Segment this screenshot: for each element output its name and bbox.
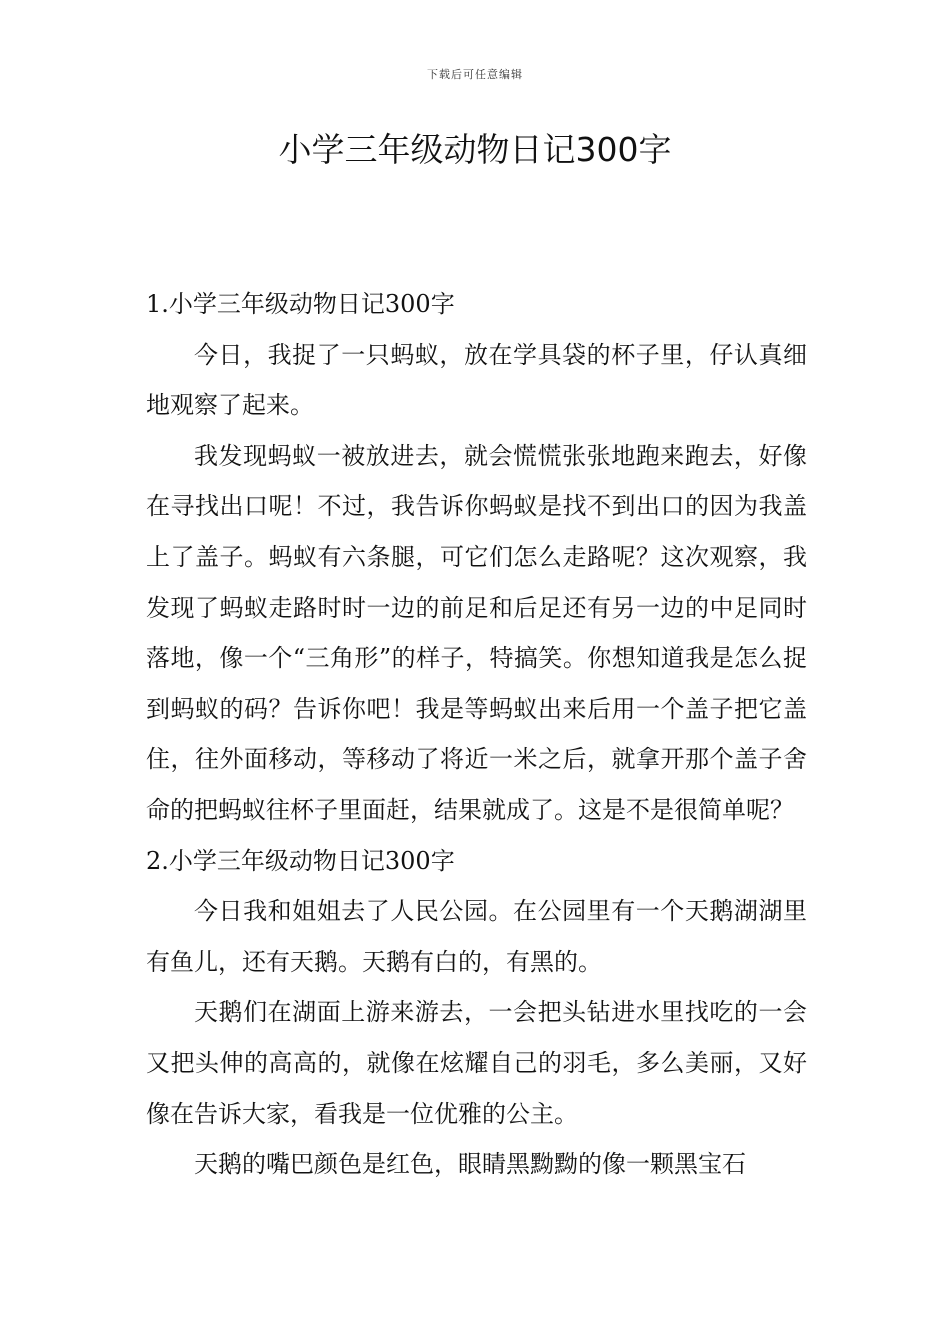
- paragraph: 今日我和姐姐去了人民公园。在公园里有一个天鹅湖湖里有鱼儿，还有天鹅。天鹅有白的，有黑的。: [146, 897, 807, 976]
- diary-section-1: [146, 279, 807, 836]
- document-body: [146, 279, 807, 1190]
- paragraph: 我发现蚂蚁一被放进去，就会慌慌张张地跑来跑去，好像在寻找出口呢！不过，我告诉你蚂蚁是找不到出口的因为我盖上了盖子。蚂蚁有六条腿，可它们怎么走路呢？这次观察，我发现了蚂蚁走路时时一边的前足和后足还有另一边的中足同时落地，像一个“三角形”的样子，特搞笑。你想知道我是怎么捉到蚂蚁的码？告诉你吧！我是等蚂蚁出来后用一个盖子把它盖住，往外面移动，等移动了将近一米之后，就拿开那个盖子舍命的把蚂蚁往杯子里面赶，结果就成了。这是不是很简单呢？: [146, 441, 807, 824]
- paragraph: 天鹅的嘴巴颜色是红色，眼睛黑黝黝的像一颗黑宝石: [194, 1150, 746, 1179]
- paragraph: 今日，我捉了一只蚂蚁，放在学具袋的杯子里，仔认真细地观察了起来。: [146, 340, 807, 420]
- paragraph: 天鹅们在湖面上游来游去，一会把头钻进水里找吃的一会又把头伸的高高的，就像在炫耀自己的羽毛，多么美丽，又好像在告诉大家，看我是一位优雅的公主。: [146, 998, 807, 1128]
- section-heading: 1.小学三年级动物日记300字: [146, 290, 455, 318]
- section-heading: 2.小学三年级动物日记300字: [146, 846, 455, 875]
- diary-section-2: [146, 836, 807, 1190]
- header-note: 下载后可任意编辑: [427, 68, 523, 81]
- document-title: 小学三年级动物日记300字: [278, 130, 672, 169]
